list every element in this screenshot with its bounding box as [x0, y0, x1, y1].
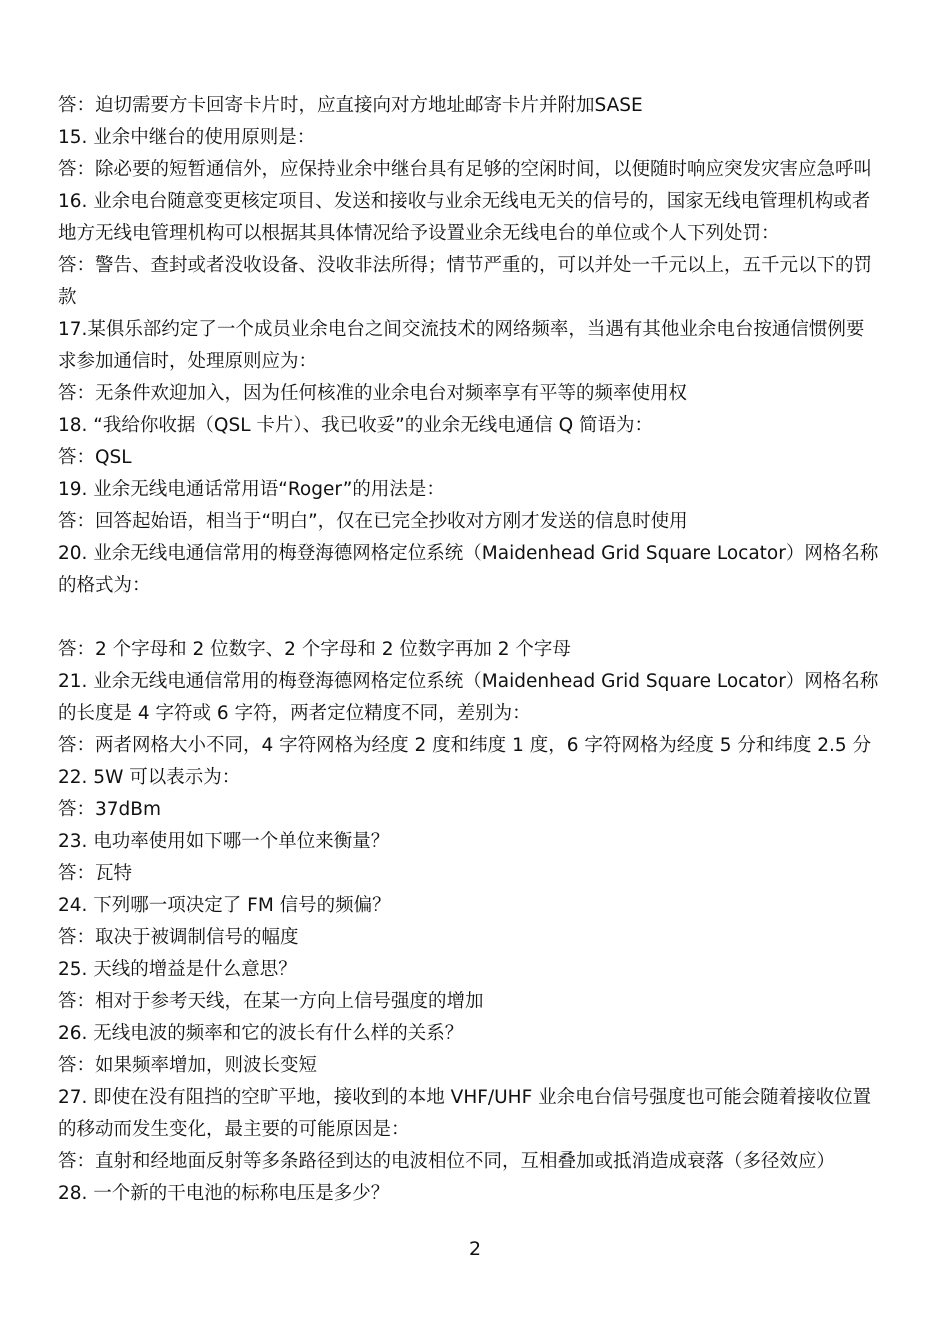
text-line: 答：除必要的短暂通信外，应保持业余中继台具有足够的空闲时间，以便随时响应突发灾害应急呼叫: [58, 159, 873, 180]
text-line: 答：两者网格大小不同，4 字符网格为经度 2 度和纬度 1 度，6 字符网格为经度 5 分和纬度 2.5 分: [58, 735, 872, 756]
text-line: 23. 电功率使用如下哪一个单位来衡量？: [58, 831, 390, 852]
text-line: 18. “我给你收据（QSL 卡片）、我已收妥”的业余无线电通信 Q 简语为：: [58, 415, 654, 436]
text-line: 17.某俱乐部约定了一个成员业余电台之间交流技术的网络频率，当遇有其他业余电台按通信惯例要: [58, 319, 865, 340]
text-line: 答：警告、查封或者没收设备、没收非法所得；情节严重的，可以并处一千元以上，五千元以下的罚: [58, 255, 873, 276]
text-line: 答：37dBm: [58, 799, 161, 820]
text-line: [58, 602, 898, 634]
text-line: 答：回答起始语，相当于“明白”，仅在已完全抄收对方刚才发送的信息时使用: [58, 511, 688, 532]
text-line: 答：迫切需要方卡回寄卡片时，应直接向对方地址邮寄卡片并附加SASE: [58, 95, 643, 116]
text-line: 的格式为：: [58, 575, 151, 596]
text-line: 答：2 个字母和 2 位数字、2 个字母和 2 位数字再加 2 个字母: [58, 639, 571, 660]
text-line: 的长度是 4 字符或 6 字符，两者定位精度不同，差别为：: [58, 703, 531, 724]
text-line: 答：取决于被调制信号的幅度: [58, 927, 299, 948]
text-line: 答：瓦特: [58, 863, 133, 884]
text-line: 28. 一个新的干电池的标称电压是多少？: [58, 1183, 390, 1204]
text-line: 的移动而发生变化，最主要的可能原因是：: [58, 1119, 410, 1140]
text-line: 答：如果频率增加，则波长变短: [58, 1055, 318, 1076]
text-line: 15. 业余中继台的使用原则是：: [58, 127, 316, 148]
text-line: 19. 业余无线电通话常用语“Roger”的用法是：: [58, 479, 445, 500]
text-line: 款: [58, 287, 77, 308]
text-line: 24. 下列哪一项决定了 FM 信号的频偏？: [58, 895, 391, 916]
text-line: 16. 业余电台随意变更核定项目、发送和接收与业余无线电无关的信号的，国家无线电管理机构或者: [58, 191, 871, 212]
page-number: 2: [468, 1238, 482, 1260]
text-line: 22. 5W 可以表示为：: [58, 767, 241, 788]
text-line: 答：相对于参考天线，在某一方向上信号强度的增加: [58, 991, 484, 1012]
text-line: 26. 无线电波的频率和它的波长有什么样的关系？: [58, 1023, 464, 1044]
text-line: 27. 即使在没有阻挡的空旷平地，接收到的本地 VHF/UHF 业余电台信号强度也可能会随着接收位置: [58, 1087, 872, 1108]
text-line: 25. 天线的增益是什么意思？: [58, 959, 297, 980]
text-line: 20. 业余无线电通信常用的梅登海德网格定位系统（Maidenhead Grid Square Locator）网格名称: [58, 543, 879, 564]
text-line: 求参加通信时，处理原则应为：: [58, 351, 318, 372]
document-body: [58, 90, 898, 1210]
text-line: 答：直射和经地面反射等多条路径到达的电波相位不同，互相叠加或抵消造成衰落（多径效应）: [58, 1151, 836, 1172]
text-line: 答：无条件欢迎加入，因为任何核准的业余电台对频率享有平等的频率使用权: [58, 383, 688, 404]
text-line: 地方无线电管理机构可以根据其具体情况给予设置业余无线电台的单位或个人下列处罚：: [58, 223, 780, 244]
text-line: 答：QSL: [58, 447, 132, 468]
text-line: 21. 业余无线电通信常用的梅登海德网格定位系统（Maidenhead Grid Square Locator）网格名称: [58, 671, 879, 692]
